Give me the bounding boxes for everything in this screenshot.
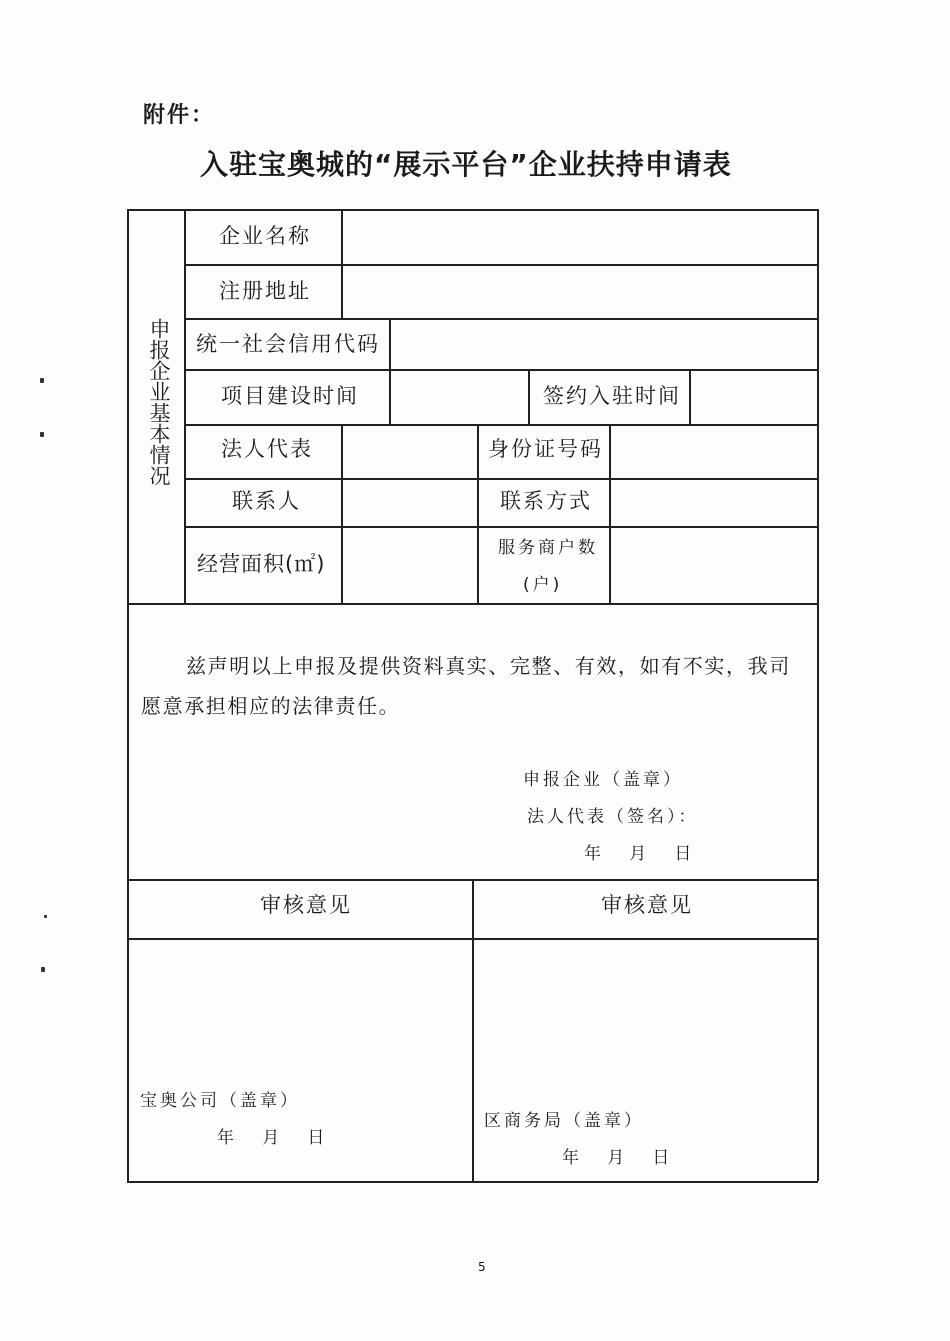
left-date: 年 月 日 xyxy=(217,1128,328,1148)
legal-rep-label: 法人代表 xyxy=(221,437,313,461)
margin-speck xyxy=(41,967,45,972)
registered-address-label: 注册地址 xyxy=(219,279,311,303)
page-number: 5 xyxy=(478,1260,486,1274)
declaration-line2: 愿意承担相应的法律责任。 xyxy=(141,694,401,718)
signing-time-field[interactable] xyxy=(691,371,816,423)
registered-address-field[interactable] xyxy=(343,266,816,317)
right-seal-label: 区商务局（盖章） xyxy=(484,1111,644,1131)
merchants-label-line2: (户) xyxy=(523,575,563,595)
margin-speck xyxy=(40,378,44,383)
right-date: 年 月 日 xyxy=(562,1148,673,1168)
project-time-field[interactable] xyxy=(391,371,527,423)
declaration-line1: 兹声明以上申报及提供资料真实、完整、有效，如有不实，我司 xyxy=(186,654,791,678)
id-number-field[interactable] xyxy=(611,426,816,477)
page-title: 入驻宝奥城的“展示平台”企业扶持申请表 xyxy=(200,148,732,181)
review-right-header: 审核意见 xyxy=(601,893,693,917)
declaration-date: 年 月 日 xyxy=(584,844,695,864)
contact-method-field[interactable] xyxy=(611,480,816,525)
contact-label: 联系人 xyxy=(232,489,301,513)
merchants-label-line1: 服务商户数 xyxy=(498,538,598,558)
area-label: 经营面积(㎡) xyxy=(197,552,326,576)
margin-speck xyxy=(40,432,44,437)
signing-time-label: 签约入驻时间 xyxy=(543,384,681,408)
review-left-header: 审核意见 xyxy=(260,893,352,917)
project-time-label: 项目建设时间 xyxy=(221,384,359,408)
merchants-field[interactable] xyxy=(611,528,816,602)
company-name-field[interactable] xyxy=(343,211,816,263)
contact-field[interactable] xyxy=(343,480,476,525)
margin-speck xyxy=(44,915,47,918)
company-seal-label: 申报企业（盖章） xyxy=(523,770,683,790)
legal-rep-field[interactable] xyxy=(343,426,476,477)
legal-sign-label: 法人代表（签名）： xyxy=(527,807,699,827)
company-name-label: 企业名称 xyxy=(219,224,311,248)
area-field[interactable] xyxy=(343,528,476,602)
id-number-label: 身份证号码 xyxy=(488,437,603,461)
credit-code-field[interactable] xyxy=(391,320,816,368)
left-seal-label: 宝奥公司（盖章） xyxy=(140,1091,300,1111)
contact-method-label: 联系方式 xyxy=(500,489,592,513)
attachment-label: 附件： xyxy=(143,103,216,128)
credit-code-label: 统一社会信用代码 xyxy=(196,332,380,356)
basic-info-section-label: 申报企业基本情况 xyxy=(147,318,171,486)
